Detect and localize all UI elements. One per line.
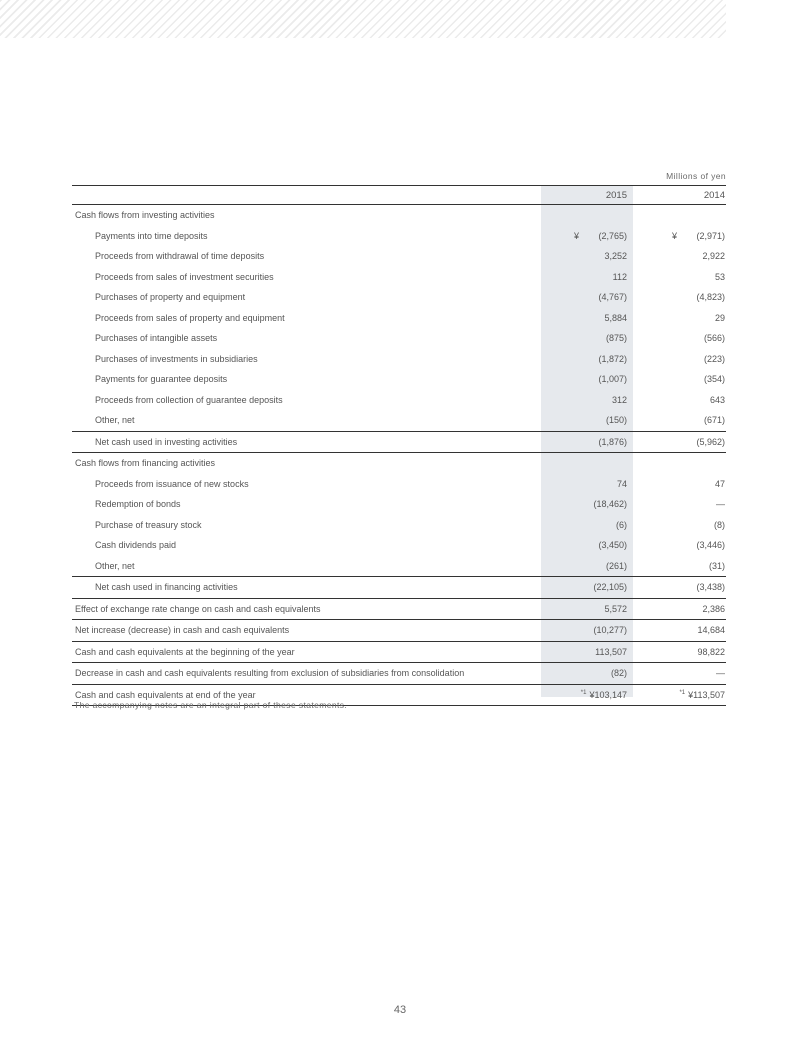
value-2014: $^{*1}$ ¥113,507	[633, 684, 726, 706]
table-row	[72, 535, 726, 556]
row-label: Purchase of treasury stock	[95, 519, 202, 530]
value-2015: 5,572	[541, 598, 633, 620]
value-2015: (82)	[541, 663, 633, 685]
row-label: Payments for guarantee deposits	[95, 374, 228, 385]
units-label: Millions of yen	[666, 171, 726, 181]
table-row	[72, 328, 726, 349]
row-label: Other, net	[95, 560, 135, 571]
note-reference: *1	[580, 689, 587, 696]
page-number: 43	[393, 1004, 407, 1016]
section-header-investing: Cash flows from investing activities	[75, 210, 215, 221]
value-2015: (6)	[616, 519, 627, 530]
table-row	[72, 287, 726, 308]
row-label: Purchases of property and equipment	[95, 292, 246, 303]
section-header-financing: Cash flows from financing activities	[72, 453, 541, 474]
value-2015: 113,507	[541, 641, 633, 663]
table-row	[72, 390, 726, 411]
value-2014: (671)	[703, 415, 725, 426]
value-2015: (1,007)	[598, 374, 627, 385]
value-2014: (4,823)	[696, 292, 725, 303]
value-2015: (1,876)	[541, 431, 633, 453]
value-2014: ¥ (2,971)	[672, 230, 725, 241]
value-2015: (4,767)	[598, 292, 627, 303]
value-2014: 53	[714, 271, 725, 282]
table-row	[72, 556, 726, 577]
table-row	[72, 515, 726, 536]
table-row	[72, 308, 726, 329]
cash-flow-table	[72, 185, 726, 706]
value-2014: 14,684	[633, 620, 726, 642]
row-label: Other, net	[95, 415, 135, 426]
value-2014: (8)	[714, 519, 725, 530]
value-2014: 2,922	[702, 251, 725, 262]
value-2014: 47	[714, 478, 725, 489]
value-2014: (31)	[708, 560, 725, 571]
value-2015: (1,872)	[598, 353, 627, 364]
summary-row	[72, 598, 726, 620]
table-row	[72, 267, 726, 288]
value-2014: —	[716, 499, 725, 510]
value-2015: (18,462)	[593, 499, 627, 510]
value-2015: 312	[611, 394, 627, 405]
footnote: The accompanying notes are an integral part of these statements.	[74, 700, 348, 710]
value-2015: 3,252	[604, 251, 627, 262]
row-label: Proceeds from sales of investment securities	[95, 271, 274, 282]
row-label: Cash and cash equivalents at the beginning of the year	[72, 641, 541, 663]
value-2015: (3,450)	[598, 540, 627, 551]
row-label: Redemption of bonds	[95, 499, 181, 510]
value-2015: ¥ (2,765)	[574, 230, 627, 241]
section-header-row	[72, 453, 726, 474]
value-2014: (566)	[703, 333, 725, 344]
note-reference: *1	[679, 689, 686, 696]
column-header-2014: 2014	[703, 189, 725, 201]
row-label: Net cash used in investing activities	[72, 431, 541, 453]
table-row	[72, 494, 726, 515]
summary-row	[72, 641, 726, 663]
column-header-row	[72, 186, 726, 205]
value-2015: (150)	[605, 415, 627, 426]
row-label: Proceeds from sales of property and equipment	[95, 312, 285, 323]
value-2015: 112	[612, 271, 627, 282]
row-label: Cash dividends paid	[95, 540, 177, 551]
value-2015: (22,105)	[541, 577, 633, 599]
table-row	[72, 246, 726, 267]
table-row	[72, 349, 726, 370]
value-2014: (354)	[703, 374, 725, 385]
table-row	[72, 474, 726, 495]
value-2014: (3,438)	[633, 577, 726, 599]
value-2014: (3,446)	[696, 540, 725, 551]
subtotal-row-financing	[72, 577, 726, 599]
value-2014: —	[633, 663, 726, 685]
table-row	[72, 369, 726, 390]
row-label: Purchases of intangible assets	[95, 333, 218, 344]
row-label: Purchases of investments in subsidiaries	[95, 353, 258, 364]
section-header-row	[72, 205, 726, 226]
row-label: Cash and cash equivalents at end of the year	[72, 684, 541, 706]
row-label: Proceeds from collection of guarantee deposits	[95, 394, 283, 405]
row-label: Proceeds from issuance of new stocks	[95, 478, 249, 489]
row-label: Proceeds from withdrawal of time deposits	[95, 251, 265, 262]
row-label: Net cash used in financing activities	[72, 577, 541, 599]
subtotal-row-investing	[72, 431, 726, 453]
column-header-2015: 2015	[605, 189, 627, 201]
row-label: Net increase (decrease) in cash and cash equivalents	[72, 620, 541, 642]
summary-row	[72, 663, 726, 685]
value-2014: 29	[714, 312, 725, 323]
value-2014: 2,386	[633, 598, 726, 620]
value-2014: 643	[709, 394, 725, 405]
value-2015: (875)	[605, 333, 627, 344]
row-label: Effect of exchange rate change on cash and cash equivalents	[72, 598, 541, 620]
row-label: Decrease in cash and cash equivalents resulting from exclusion of subsidiaries from consolidation	[72, 663, 541, 685]
value-2015: (261)	[605, 560, 627, 571]
value-2015: 5,884	[604, 312, 627, 323]
value-2014: (5,962)	[633, 431, 726, 453]
value-2015: $^{*1}$ ¥103,147	[541, 684, 633, 706]
header-pattern-band	[0, 0, 726, 38]
value-2015: 74	[616, 478, 627, 489]
table-row	[72, 226, 726, 247]
value-2015: (10,277)	[541, 620, 633, 642]
value-2014: (223)	[703, 353, 725, 364]
summary-row	[72, 620, 726, 642]
table-row	[72, 410, 726, 431]
row-label: Payments into time deposits	[95, 230, 208, 241]
value-2014: 98,822	[633, 641, 726, 663]
